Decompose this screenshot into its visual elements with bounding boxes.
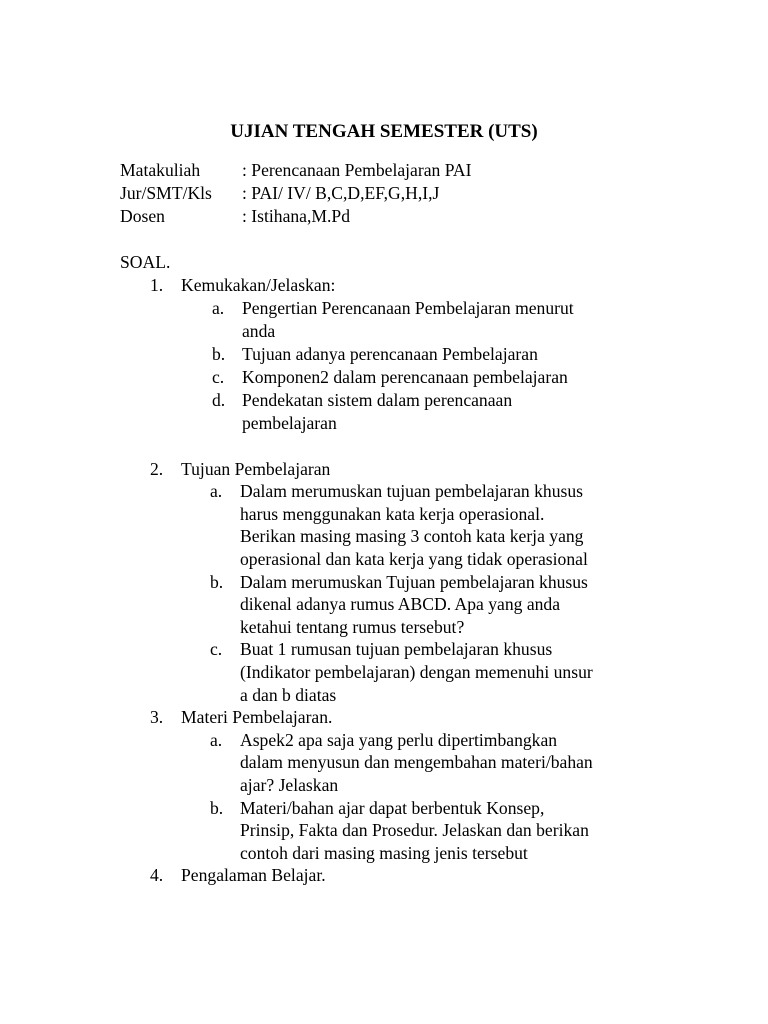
matakuliah-label: Matakuliah <box>120 160 201 180</box>
question-number: 1. <box>150 275 164 295</box>
item-line: ketahui tentang rumus tersebut? <box>240 617 465 637</box>
item-letter: a. <box>210 481 223 501</box>
item-line: a dan b diatas <box>240 685 337 705</box>
item-line: Pengertian Perencanaan Pembelajaran menurut <box>242 298 574 318</box>
item-line: Komponen2 dalam perencanaan pembelajaran <box>242 367 568 387</box>
question-text: Tujuan Pembelajaran <box>181 459 331 479</box>
question-text: Pengalaman Belajar. <box>181 865 326 885</box>
jur-label: Jur/SMT/Kls <box>120 183 212 203</box>
item-line: dikenal adanya rumus ABCD. Apa yang anda <box>240 594 561 614</box>
item-letter: b. <box>212 344 226 364</box>
dosen-value: : Istihana,M.Pd <box>242 206 351 226</box>
item-letter: c. <box>212 367 225 387</box>
question-number: 3. <box>150 707 164 727</box>
item-line: Tujuan adanya perencanaan Pembelajaran <box>242 344 538 364</box>
item-line: Pendekatan sistem dalam perencanaan <box>242 390 513 410</box>
question-text: Kemukakan/Jelaskan: <box>181 275 336 295</box>
question-text: Materi Pembelajaran. <box>181 707 333 727</box>
item-line: Buat 1 rumusan tujuan pembelajaran khusus <box>240 639 553 659</box>
item-line: Materi/bahan ajar dapat berbentuk Konsep, <box>240 798 545 818</box>
item-line: Dalam merumuskan tujuan pembelajaran khusus <box>240 481 583 501</box>
item-letter: b. <box>210 572 224 592</box>
item-letter: c. <box>210 639 223 659</box>
page-title: UJIAN TENGAH SEMESTER (UTS) <box>230 121 538 142</box>
item-line: dalam menyusun dan mengembahan materi/bahan <box>240 752 593 772</box>
item-line: pembelajaran <box>242 413 337 433</box>
item-line: harus menggunakan kata kerja operasional. <box>240 504 545 524</box>
item-line: Berikan masing masing 3 contoh kata kerja yang <box>240 526 584 546</box>
dosen-label: Dosen <box>120 206 165 226</box>
item-letter: a. <box>212 298 225 318</box>
item-line: (Indikator pembelajaran) dengan memenuhi unsur <box>240 662 593 682</box>
item-line: anda <box>242 321 276 341</box>
question-number: 2. <box>150 459 164 479</box>
question-number: 4. <box>150 865 164 885</box>
item-line: ajar? Jelaskan <box>240 775 339 795</box>
item-letter: a. <box>210 730 223 750</box>
item-line: Dalam merumuskan Tujuan pembelajaran khusus <box>240 572 588 592</box>
item-line: Aspek2 apa saja yang perlu dipertimbangkan <box>240 730 558 750</box>
matakuliah-value: : Perencanaan Pembelajaran PAI <box>242 160 472 180</box>
item-letter: b. <box>210 798 224 818</box>
item-letter: d. <box>212 390 226 410</box>
item-line: operasional dan kata kerja yang tidak operasional <box>240 549 588 569</box>
soal-label: SOAL. <box>120 252 171 272</box>
item-line: Prinsip, Fakta dan Prosedur. Jelaskan dan berikan <box>240 820 589 840</box>
item-line: contoh dari masing masing jenis tersebut <box>240 843 528 863</box>
jur-value: : PAI/ IV/ B,C,D,EF,G,H,I,J <box>242 183 440 203</box>
